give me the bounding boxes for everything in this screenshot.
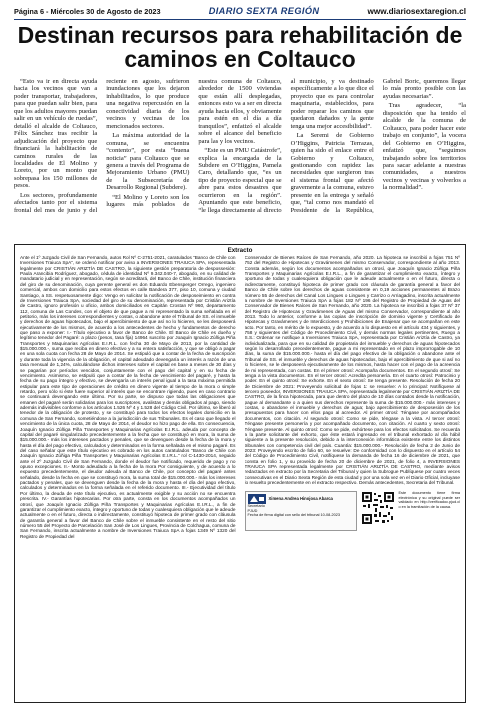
- legal-notice-text: Ante el 1º Juzgado Civil de San Fernando, autos Rol Nº C-2751-2021, caratulados “Banco de Chile con Inversiones Traiuca SpA”, se ordenó notificar por aviso a INVERSIONES TRAIUCA SPA, representada legalmente por CRISTIÁN ARIZTÍA DE CASTRO, la siguiente gestión preparatoria de despossesión: Paula Arancibia Rodríguez, abogado, cédula de identidad Nº 9.342.040-7, abogado, en su calidad de mandatario judicial y en representación, según se acreditará, del Banco de Chile, institución financiera del giro de su denominación, cuya gerente general es don Eduardo Ebensperger Orrego, ingeniero comercial, ambos con domicilio para estos efectos en calle Bandera 377, piso 10, comuna y ciudad Santiago, a SS. respetuosamente digo: Vengo en solicitar la notificación de desposeimiento en contra de Inversiones Traiuca SpA, sociedad del giro de su denominación, representada por Cristián Ariztía de Castro, ignoro profesión u oficio, ambos domiciliados en Capitán Crostan Nº 960, departamento 112, comuna de Las Condes, con el objeto de que pague a mi representado la suma señalada en el petitorio, más los intereses correspondientes y costas, o abandone ante el Tribunal de SS. el inmueble y derechos de aguas hipotecados, bajo el apercibimiento de que así no lo hicieren, se les desposeerá ejecutivamente de los mismos, de acuerdo a los antecedentes de hecho y fundamentos de derecho que paso a exponer: I.- Título ejecutivo a favor de Banco de Chile. El Banco de Chile es dueño y legítimo tenedor del Pagaré: a plazo (pesos, tasa fija) 14964 suscrito por Joaquín Ignacio Zúñiga Piña Transportes y Maquinarias Agrícolas E.I.R.L. con fecha 30 de Mayo de 2013, por la cantidad de $15.000.000.-, suma que reciba en dinero efectivo y a su entera satisfacción, y que se obligó a pagar en una sola cuota con fecha 28 de Mayo de 2014. Se estipuló que a contar de la fecha de suscripción y durante toda la vigencia de la obligación, el capital adeudado devengaría un interés a razón de una tasa mensual de 1,24%, calculándose dichos intereses sobre el capital en base a meses de 30 días y se pagarían por períodos vencidos, conjuntamente con el pago del capital y en su fecha de vencimiento. Asimismo, se estipuló que a contar de la fecha de vencimiento del pagaré, y hasta la fecha de su pago íntegro y efectivo, se devengaría un interés penal igual a la tasa máxima permitida estipular para este tipo de operaciones de crédito en dinero vigente al tiempo de la mora o simple retardo, pero sólo si éste fuere superior al interés que se encontrare rigiendo, pues en caso contrario se continuará devengando este último. Por su parte, se dispuso que todas las obligaciones que emanen del pagaré serán solidarias para los suscriptores, avalistas y demás obligados al pago, siendo además indivisibles conforme a los artículos 1.526 Nº 4 y 1.528 del Código Civil. Por último, se liberó al tenedor de la obligación de protesto, y se constituyó para todos los efectos legales domicilio en la comuna de San Fernando, sometiéndose a la jurisdicción de sus Tribunales. Es el caso que llegado el vencimiento de la única cuota, 28 de Mayo de 2014, el deudor no hizo pago de ella. En consecuencia, Joaquín Ignacio Zúñiga Piña Transportes y Maquinarias Agrícolas E.I.R.L. adeuda por concepto de capital del pagaré singularizado precedentemente a la fecha que se constituyó en mora, la suma de $15.000.000.- más los intereses pactados y penales, que se devenguen desde la fecha de la mora y hasta el día del pago efectivo, calculados y determinados en la forma señalada en el mismo pagaré. Es del caso señalar que este título ejecutivo es cobrado en los autos caratulados “Banco de Chile con Joaquín Ignacio Zúñiga Piña Transportes y Maquinarias Agrícolas E.I.R.L.” rol C-1430-2014, seguido ante el 2º Juzgado Civil de San Fernando, donde el deudor fue notificado, requerido de pago y no opuso excepciones. II.- Monto adeudado a la fecha de la mora Por consiguiente, y de acuerdo a lo expuesto precedentemente, el deudor adeuda al Banco de Chile, por concepto del pagaré antes señalado, desde la fecha en que se constituyó mora, la suma total de $15.000.000.- más los intereses pactados y penales, que se devenguen desde la fecha de la mora y hasta el día del pago efectivo, calculados y determinados en la forma señalada en el referido documento. III.- Ejecutividad del título Por último, la deuda de este título ejecutivo, es actualmente exigible y su acción no se encuentra prescrita. IV.- Garantías hipotecarias. Por otra parte, consta en los documentos acompañados un otrosí, que Joaquín Ignacio Zúñiga Piña Transportes y Maquinarias Agrícolas E.I.R.L., a fin de garantizar el cumplimiento exacto, íntegro y oportuno de todas y cualesquiera obligación que le adeude actualmente o en el futuro, directa o indirectamente, constituyó hipoteca de primer grado con cláusula de garantía general a favor del Banco de Chile sobre el inmueble consistente en el resto del sitio número 55 del Proyecto de Parcelación San José de Los Lingues, Provincia de Colchagua, comuna de San Fernando, inscrita actualmente a nombre de Inversiones Traiuca SpA a fojas 1349 Nº 1320 del Registro de Propiedad del: [20, 255, 236, 539]
- newspaper-brand: DIARIO SEXTA REGIÓN: [208, 6, 320, 16]
- pjud-logo: [248, 494, 354, 504]
- signature-detail: Fecha de firma digital con sello del tribunal 10-08-2023: [247, 513, 340, 518]
- signer-name: Ximena Andrea Hinojosa Abarca: [268, 496, 333, 502]
- article-paragraph: La máxima autoridad de la comuna, se encuentra “contento”, por esta “buena noticia” para Coltauco que se genera a través del Programa de Mejoramiento Urbano (PMU) de la Subsecretaría de Desarrollo Regional (Subdere).: [106, 132, 190, 192]
- article-paragraph: Los sectores, profundamente afectados tanto por el sistema frontal del mes de junio y del reciente en agosto, sufrieron inundaciones que los dejaron inhabilitados, lo que produce una negativa repercusión en la conectividad diaria de los vecinos y vecinas de los mencionados sectores.: [14, 78, 190, 214]
- digital-signature: [245, 491, 357, 531]
- article-paragraph: Tras agradecer, “la disposición que ha tenido el alcalde de la comuna de Coltauco, para poder hacer este trabajo en conjunto”, la vocera del Gobierno en O’Higgins, enfatizó que, “seguimos trabajando sobre los territorios para sacar adelante a nuestras comunidades, a nuestros vecinos y vecinas y volverlos a la normalidad”.: [382, 102, 466, 192]
- pjud-seal-icon: [248, 494, 266, 504]
- article-body: [14, 78, 466, 240]
- legal-notice-text: Conservador de Bienes Raíces de San Fernando, año 2020. La hipoteca se inscribió a fojas 751 Nº 752 del Registro de Hipotecas y Gravámenes del mismo Conservador, correspondiente al año 2013. Consta además, según los documentos acompañados un otrosí, que Joaquín Ignacio Zúñiga Piña Transportes y Maquinarias Agrícolas E.I.R.L., a fin de garantizar el cumplimiento exacto, íntegro y oportuno de todas y cualesquiera obligación que le adeude actualmente o en el futuro, directa o indirectamente, constituyó hipoteca de primer grado con cláusula de garantía general a favor del Banco de Chile sobre los derechos de aguas consistente en 0,19 acciones permanentes al Brazo número 55 de derechos del Canal Los Lingues o Lingues y Carrizo o Arriagadino, inscrita actualmente a nombre de Inversiones Traiuca SpA a fojas 182 Nº 196 del Registro de Propiedad de Aguas del Conservador de Bienes Raíces de San Fernando, año 2020. La hipoteca se inscribió a fojas 37 Nº 37 del Registro de Hipotecas y Gravámenes de Aguas del mismo Conservador, correspondiente al año 2013. Todo lo anterior, conforme a las copias de inscripción de dominio vigente y Certificado de Hipotecas y Gravámenes y de Interdicciones y Prohibiciones de Enajenar que se acompañan en este acto. Por tanto, en mérito de lo expuesto, y de acuerdo a lo dispuesto en el artículo 434 y siguientes, y 758 y siguientes del Código de Procedimiento Civil, y demás normas legales pertinentes, Ruego a S.S.: Ordenar se notifique a Inversiones Traiuca SpA, representada por Cristián Ariztía de Castro, ya individualizada, para que en su calidad de propietaria del inmueble y derechos de aguas hipotecados según lo desarrollado precedentemente, pague a mi representado en el plazo improrrogable de 10 días, la suma de $15.000.000.- hasta el día del pago efectivo de la obligación o abandone ante el Tribunal de SS. el inmueble y derechos de aguas hipotecados, bajo el apercibimiento de que si así no lo hicieren, se le desposeerá ejecutivamente de los mismos, hasta hacer con el pago de la acreencia de mi representada, con costas. En el primer otrosí: Acompaña documentos. En el segundo otrosí: Se tenga a la vista documentos. En el tercer otrosí: Acredita personería. En el cuarto otrosí: Patrocinio y poder. En el quinto otrosí: Se exhorte. En el sexto otrosí: Se tenga presente. Resolución de fecha 20 de Diciembre de 2021: Proveyendo solicitud de fojas 1: se resuelve: A lo principal: Notifíquese al tercero poseedor, INVERSIONES TRAIUCA SPA, representada legalmente por CRISTIÁN ARIZTÍA DE CASTRO, de la finca hipotecada, para que dentro del plazo de 10 días contados desde la notificación, pague al demandante o a quien sus derechos represente la suma de $15.000.000.- más intereses y costas, o abandone el inmueble y derechos de agua; bajo apercibimiento de desposesión de los presupuestos para hacer con ellos pago al acreedor. Al primer otrosí: Téngase por acompañados documentos, con citación. Al segundo otrosí: Como se pide, téngase a la vista. Al tercer otrosí: Téngase presente personería y por acompañado documento, con citación. Al cuarto y sexto otrosí: Téngase presente. Al quinto otrosí: Como se pide, exhórtese para los efectos solicitados. Se recuerda a la parte solicitante del exhorto, que éste estará ingresado en el tribunal exhortado al día hábil siguiente a la presente resolución, debido a la interconexión informática existente entre los distintos tribunales con competencia civil del país. Cuantía: $15.000.000.- Resolución de fecha 2 de Junio de 2023: Proveyendo escrito de folio 60, se resuelve: De conformidad con lo dispuesto en el artículo 54 del Código de Procedimiento Civil, notifíquese la demanda de fecha 16 de diciembre de 2021, que consta en folio 1, y su proveído de fecha 20 de diciembre de 2021, de folio 4, a INVERSIONES TRAIUCA SPA representada legalmente por CRISTIÁN ARIZTÍA DE CASTRO, mediante avisos redactados en extracto por la Secretaria del Tribunal y quien la Subrogue Publíquese por cuatro veces consecutivas en el Diario Sexta Región de esta ciudad y por una sola vez en el Diario Oficial, incluyase lo resuelto precedentemente en el extracto respectivo. Demás antecedentes, Secretaria del Tribunal.: [244, 255, 460, 486]
- legal-notice-box: [14, 244, 466, 703]
- website-link[interactable]: www.diariosextaregion.cl: [367, 6, 466, 16]
- article-paragraph: “Esto va ir en directa ayuda hacia los vecinos que van a poder transportar, trabajadores, para que puedan salir bien, para que los adultos mayores puedan salir en un vehículo de ruedas”, detalló el alcalde de Coltauco, Félix Sánchez tras recibir la adjudicación del proyecto que financiará la habilitación de caminos rurales de las localidades de El Molino y Loreto, por un monto que sobrepasa los 150 millones de pesos.: [14, 78, 98, 190]
- header-rule: [14, 19, 466, 20]
- legal-notice-right-column: [245, 255, 461, 698]
- legal-notice-columns: [20, 255, 460, 698]
- article-paragraph: La Seremi de Gobierno O’Higgins, Patricia Terrazas, quien ha sido el enlace entre el Gobierno y Coltauco, gestionando con rapidez las necesidades que surgieron tras el sistema frontal que afectó gravemente a la comuna, estuvo presente en la entrega y señaló que, “tal como nos mandató el Presidente de la República, Gabriel Boric, queremos llegar lo más pronto posible con las ayudas necesarias”.: [290, 78, 466, 214]
- article-paragraph: “Este es un PMU Catástrofe”, explica la encargada de la Subdere en O’Higgins, Pamela Caro, detallando que, “es un tipo de proyecto especial que se abre para estos desastres que ocurrieron en la región”. Apuntando que este beneficio, “le llega directamente al directo al municipio, y va destinado específicamente a lo que dice el proyecto que es para controlar maquinaria, establecidos, para poder reparar los caminos que quedaron dañados y la gente tenga una mejor accesibilidad”.: [198, 78, 374, 214]
- legal-notice-title: Extracto: [227, 247, 253, 254]
- headline: Destinan recursos para rehabilitación de caminos en Coltauco: [17, 22, 463, 72]
- legal-notice-left-column: [20, 255, 236, 698]
- signature-block: [245, 491, 461, 531]
- qr-code-icon: [361, 491, 395, 525]
- signer-org: PJUD: [247, 508, 258, 513]
- page-header: [14, 4, 466, 18]
- article-paragraph: “El Molino y Loreto son los lugares más poblados de nuestra comuna de Coltauco, alrededor de 1500 viviendas que están allí desplegadas, entonces esto va a ser en directa ayuda hacia ellos, y obviamente para estén en el día a día tranquilos”, enfatizó el alcalde sobre el alcance del beneficio para las y los vecinos.: [106, 78, 282, 209]
- page-date-label: Página 6 - Miércoles 30 de Agosto de 2023: [14, 6, 161, 16]
- qr-validation-note: Este documento tiene firma electrónica y su original puede ser validado en http://verificadoc.pjud.cl o en la tramitación de la causa.: [398, 491, 460, 509]
- signer-role: Secretario: [247, 504, 265, 509]
